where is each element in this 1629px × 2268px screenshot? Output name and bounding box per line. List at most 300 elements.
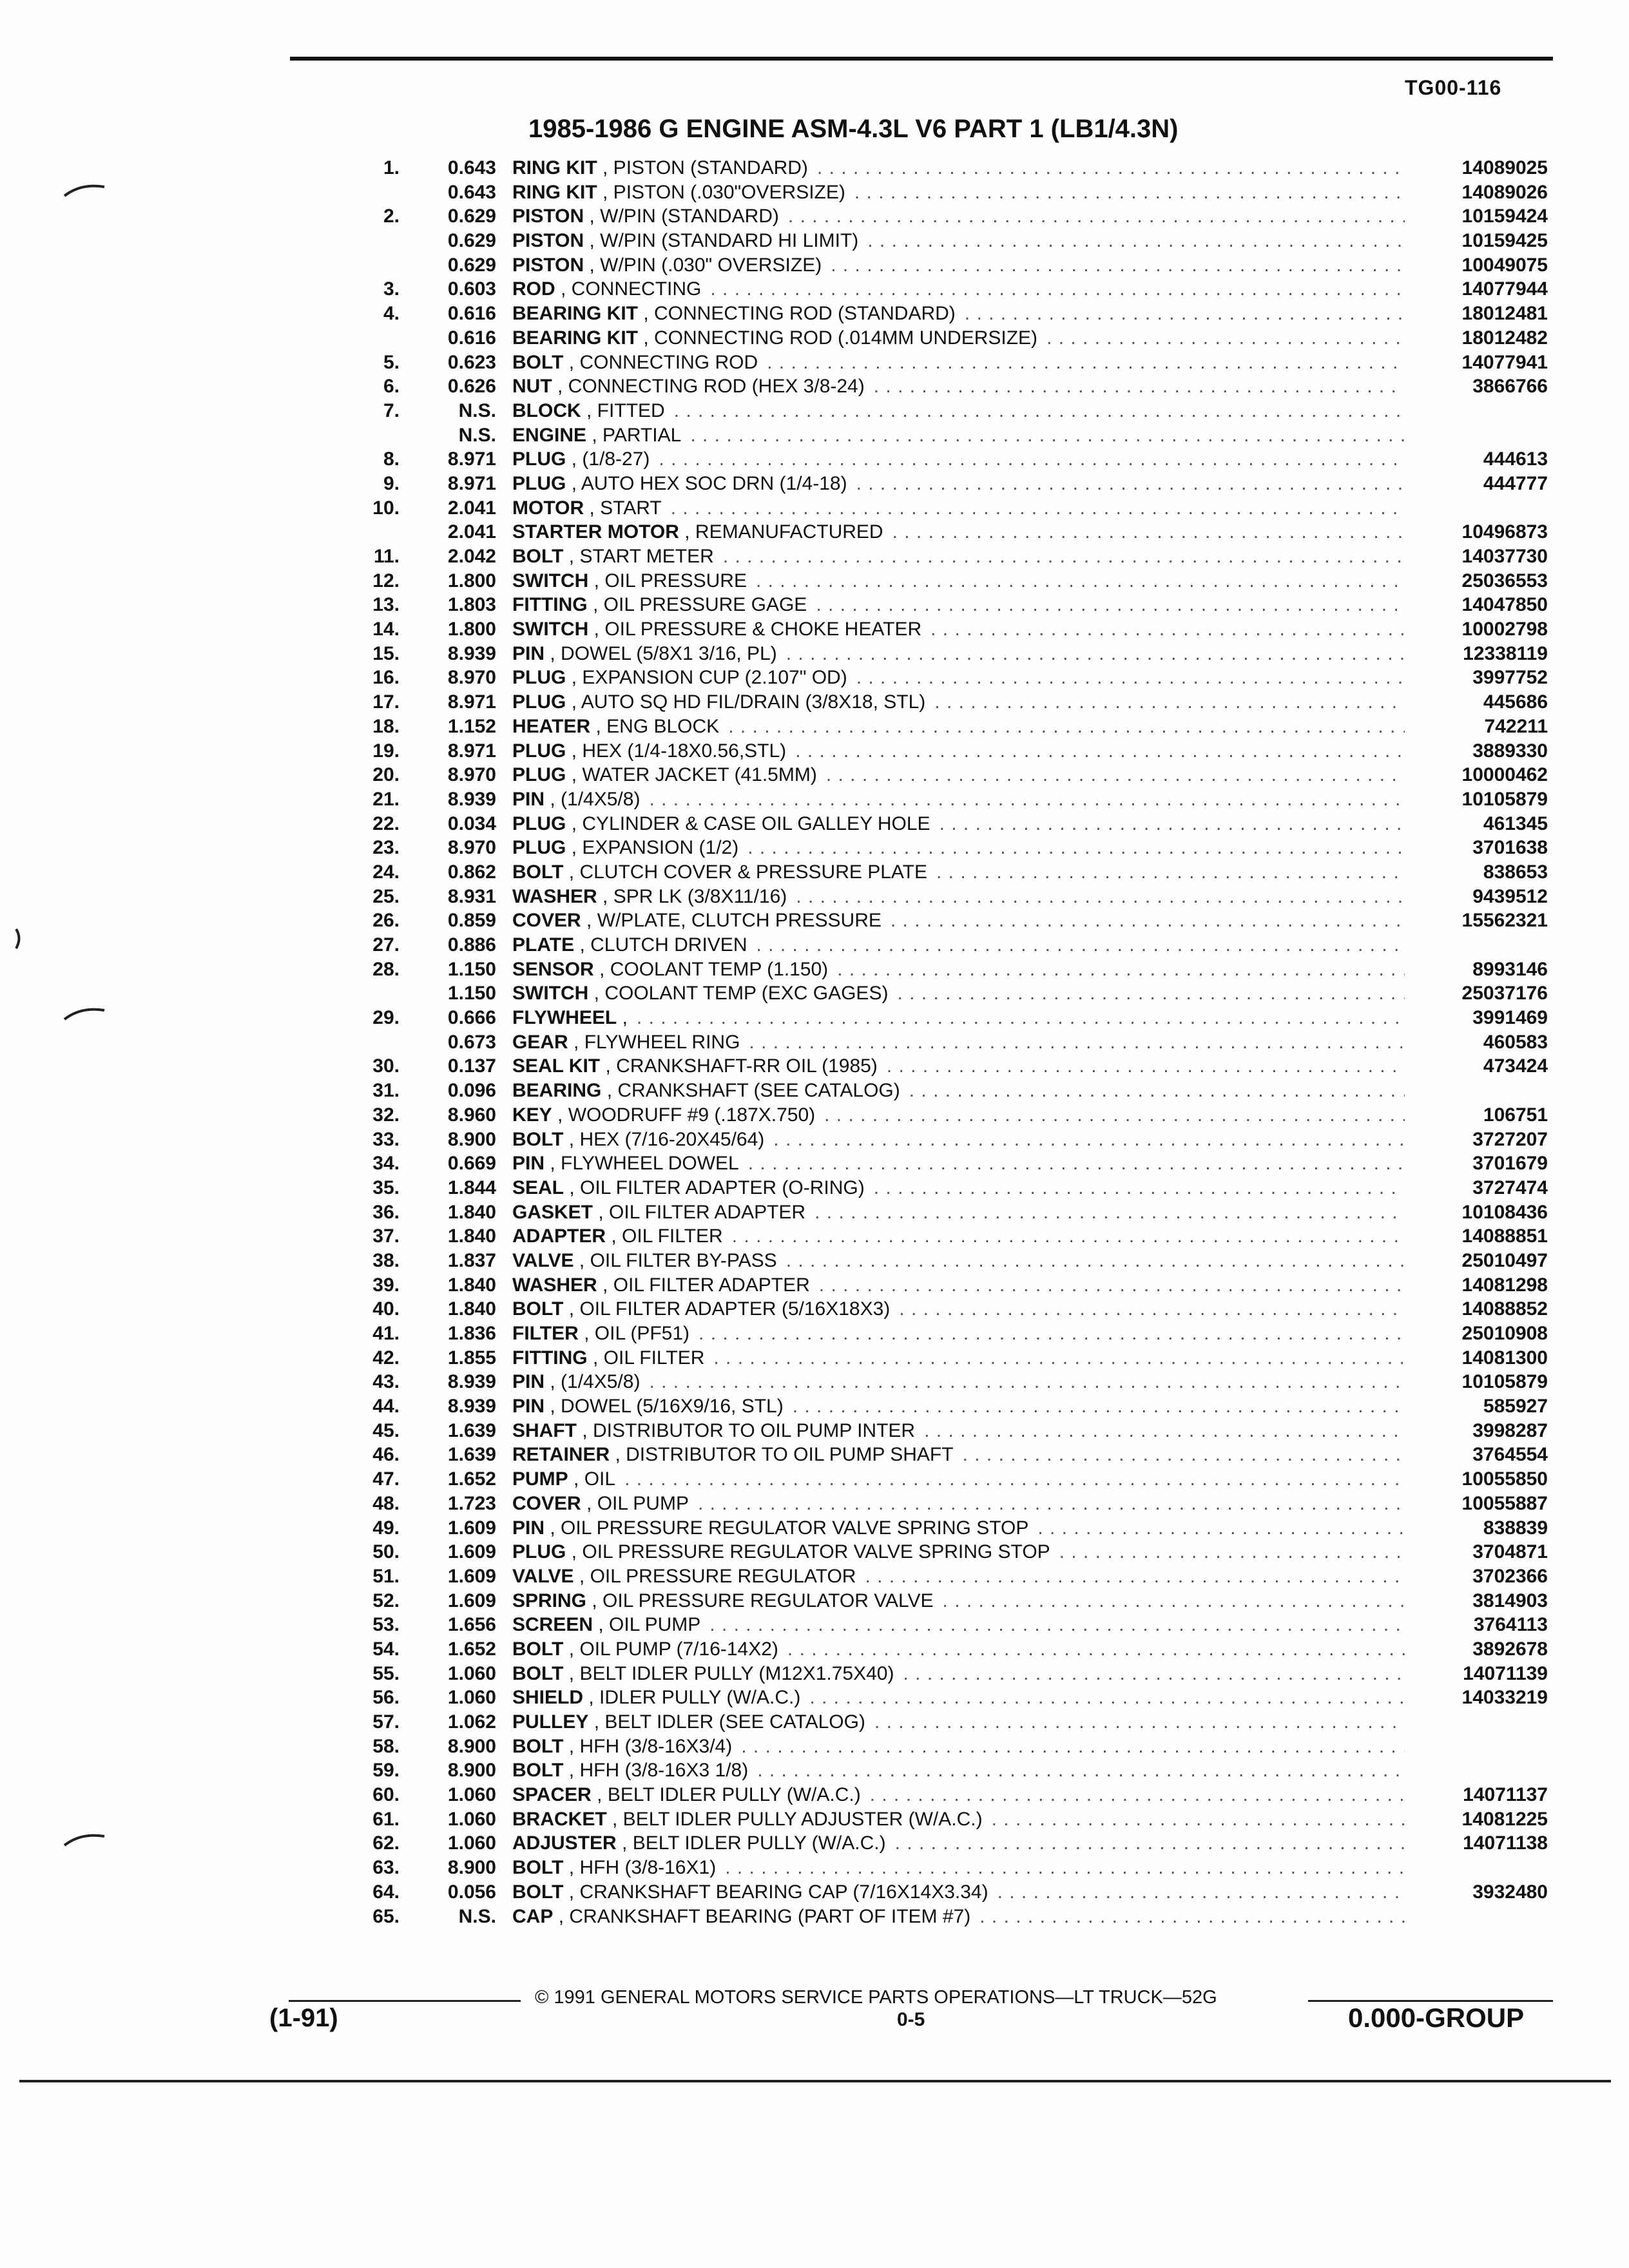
parts-row [0,544,1629,569]
part-description [512,1516,1405,1541]
item-number: 58. [372,1735,400,1757]
part-detail: , FITTED [586,399,665,421]
part-description [512,617,1405,642]
part-description [512,1200,1405,1225]
group-code: 1.652 [447,1468,496,1490]
parts-row [0,1273,1629,1298]
part-number: 3701638 [1472,837,1548,859]
group-code: 8.971 [447,740,496,762]
group-code: 1.609 [447,1541,496,1563]
group-code: 0.137 [447,1055,496,1077]
part-number: 460583 [1483,1031,1548,1053]
part-name: BEARING KIT [512,327,638,349]
group-code: 1.060 [447,1662,496,1684]
part-number: 106751 [1483,1104,1548,1126]
part-name: PIN [512,1396,545,1418]
group-code: 8.971 [447,472,496,494]
part-name: PISTON [512,254,584,276]
item-number: 53. [372,1614,400,1636]
item-number: 7. [383,399,400,421]
group-code: 0.862 [447,861,496,883]
part-name: PISTON [512,206,584,227]
part-name: COVER [512,1492,581,1514]
part-detail: , CRANKSHAFT BEARING CAP (7/16X14X3.34) [568,1881,988,1903]
group-code: 8.900 [447,1128,496,1150]
part-detail: , CONNECTING ROD (STANDARD) [643,303,956,325]
part-name: WASHER [512,885,597,907]
part-detail: , BELT IDLER (SEE CATALOG) [593,1711,865,1733]
part-number: 14088851 [1461,1225,1548,1247]
group-code: 1.844 [447,1177,496,1198]
group-code: 0.616 [447,303,496,325]
part-name: PULLEY [512,1711,589,1733]
part-detail: , OIL PUMP (7/16-14X2) [568,1638,778,1660]
part-detail: , EXPANSION (1/2) [571,837,739,859]
group-code: 1.150 [447,983,496,1004]
part-detail: , CONNECTING ROD (.014MM UNDERSIZE) [643,327,1038,349]
part-description [512,520,1405,544]
part-number: 444777 [1483,472,1548,494]
part-number: 8993146 [1472,958,1548,980]
group-code: 1.150 [447,958,496,980]
parts-row [0,423,1629,448]
item-number: 47. [372,1468,400,1490]
part-description [512,1346,1405,1370]
item-number: 11. [373,546,400,567]
part-description [512,1540,1405,1564]
item-number: 6. [383,376,400,398]
parts-row [0,374,1629,399]
part-number: 14077944 [1461,278,1548,300]
part-number: 9439512 [1472,885,1548,907]
group-code: 8.900 [447,1760,496,1782]
part-detail: , OIL FILTER BY-PASS [579,1249,777,1271]
part-description [512,933,1405,957]
group-code: 0.886 [447,934,496,956]
part-description [512,642,1405,666]
part-description [512,1564,1405,1589]
part-description [512,593,1405,617]
parts-row [0,326,1629,351]
part-name: BEARING KIT [512,303,638,325]
parts-row [0,690,1629,715]
part-name: NUT [512,376,552,398]
group-code: 1.609 [447,1565,496,1587]
part-description [512,1030,1405,1055]
item-number: 18. [372,715,400,737]
item-number: 16. [372,667,400,689]
item-number: 59. [372,1760,400,1782]
part-description [512,1079,1405,1103]
part-number: 444613 [1483,448,1548,470]
part-detail: , CLUTCH COVER & PRESSURE PLATE [568,861,928,883]
part-detail: , OIL FILTER ADAPTER (5/16X18X3) [568,1298,891,1320]
part-number: 838839 [1483,1517,1548,1539]
part-description [512,1637,1405,1662]
part-description [512,277,1405,302]
part-description [512,351,1405,375]
group-code: 8.900 [447,1735,496,1757]
group-code: 8.971 [447,691,496,713]
part-name: BOLT [512,861,564,883]
part-number: 742211 [1484,715,1548,737]
part-name: BOLT [512,1298,564,1320]
parts-row [0,1710,1629,1735]
part-name: SHAFT [512,1419,577,1441]
part-detail: , WATER JACKET (41.5MM) [571,764,817,786]
item-number: 38. [372,1249,400,1271]
part-description [512,374,1405,399]
part-detail: , CRANKSHAFT BEARING (PART OF ITEM #7) [558,1905,971,1927]
group-code: 1.609 [447,1517,496,1539]
item-number: 45. [372,1419,400,1441]
part-name: BOLT [512,1760,564,1782]
item-number: 48. [372,1492,400,1514]
part-detail: , PISTON (.030"OVERSIZE) [602,181,845,203]
part-description [512,229,1405,253]
part-name: BOLT [512,546,564,567]
item-number: 17. [372,691,400,713]
part-name: PIN [512,1371,545,1393]
item-number: 4. [383,303,400,325]
part-name: SENSOR [512,958,594,980]
part-name: WASHER [512,1274,597,1296]
item-number: 62. [372,1832,400,1854]
parts-row [0,1564,1629,1589]
parts-row [0,351,1629,375]
part-number: 3892678 [1472,1638,1548,1660]
parts-row [0,860,1629,885]
parts-row [0,1516,1629,1541]
part-name: ROD [512,278,555,300]
part-description [512,1880,1405,1905]
part-number: 473424 [1483,1055,1548,1077]
parts-row [0,1686,1629,1710]
part-name: PLUG [512,1541,566,1563]
group-code: 2.041 [447,521,496,543]
part-name: PLUG [512,812,566,834]
item-number: 24. [372,861,400,883]
group-code: 2.041 [447,497,496,519]
part-name: SHIELD [512,1687,584,1709]
parts-row [0,642,1629,666]
item-number: 23. [372,837,400,859]
part-detail: , WOODRUFF #9 (.187X.750) [557,1104,816,1126]
part-description [512,156,1405,180]
part-name: BOLT [512,351,564,373]
part-description [512,1807,1405,1832]
parts-row [0,496,1629,521]
part-description [512,812,1405,836]
footer-rule-right [1308,2000,1553,2002]
part-description [512,1151,1405,1176]
part-name: BEARING [512,1080,602,1102]
group-code: 0.643 [447,181,496,203]
part-description [512,1054,1405,1079]
part-detail: , CRANKSHAFT (SEE CATALOG) [606,1080,900,1102]
item-number: 1. [383,157,400,178]
parts-row [0,981,1629,1006]
parts-row [0,593,1629,617]
part-detail: , W/PLATE, CLUTCH PRESSURE [586,910,882,932]
part-name: PIN [512,1153,545,1175]
part-description [512,1224,1405,1249]
group-code: 8.939 [447,788,496,810]
part-number: 3704871 [1472,1541,1548,1563]
part-number: 3701679 [1472,1153,1548,1175]
part-description [512,1297,1405,1321]
part-detail: , HEX (1/4-18X0.56,STL) [571,740,787,762]
group-code: 8.970 [447,667,496,689]
part-detail: , BELT IDLER PULLY (M12X1.75X40) [568,1662,894,1684]
part-detail: , AUTO HEX SOC DRN (1/4-18) [571,472,847,494]
part-name: BOLT [512,1857,564,1879]
part-number: 3991469 [1472,1007,1548,1029]
part-name: FITTING [512,1347,588,1369]
group-code: 1.840 [447,1298,496,1320]
item-number: 13. [372,594,400,616]
part-description [512,787,1405,812]
parts-row [0,1200,1629,1225]
parts-row [0,1249,1629,1273]
item-number: 5. [383,351,400,373]
parts-row [0,1783,1629,1807]
part-number: 14071139 [1463,1662,1548,1684]
part-description [512,690,1405,715]
item-number: 57. [372,1711,400,1733]
part-detail: , CYLINDER & CASE OIL GALLEY HOLE [571,812,930,834]
group-code: 0.603 [447,278,496,300]
part-description [512,204,1405,229]
part-number: 10000462 [1461,764,1548,786]
part-description [512,1273,1405,1298]
parts-row [0,229,1629,253]
item-number: 25. [372,885,400,907]
group-code: 1.652 [447,1638,496,1660]
item-number: 42. [372,1347,400,1369]
group-code: 1.062 [447,1711,496,1733]
part-description [512,472,1405,496]
part-name: PLUG [512,691,566,713]
item-number: 44. [372,1396,400,1418]
group-code: N.S. [458,399,496,421]
copyright-notice: © 1991 GENERAL MOTORS SERVICE PARTS OPERATIONS—LT TRUCK—52G [535,1987,1217,2008]
part-description [512,496,1405,521]
part-number: 14047850 [1461,594,1548,616]
part-name: ADJUSTER [512,1832,617,1854]
part-detail: , EXPANSION CUP (2.107" OD) [571,667,847,689]
part-detail: , DOWEL (5/8X1 3/16, PL) [550,642,777,664]
parts-row [0,253,1629,278]
item-number: 10. [372,497,400,519]
part-name: MOTOR [512,497,584,519]
part-number: 3998287 [1472,1419,1548,1441]
item-number: 8. [383,448,400,470]
part-description [512,1783,1405,1807]
part-name: PLUG [512,740,566,762]
group-code: 2.042 [447,546,496,567]
group-code: N.S. [458,1905,496,1927]
part-name: RETAINER [512,1444,610,1466]
item-number: 65. [372,1905,400,1927]
part-number: 3997752 [1472,667,1548,689]
parts-row [0,204,1629,229]
group-code: 1.639 [447,1419,496,1441]
part-description [512,908,1405,933]
part-description [512,836,1405,860]
part-description [512,1492,1405,1516]
part-detail: , HFH (3/8-16X1) [568,1857,717,1879]
binder-mark-icon [62,1830,107,1849]
part-detail: , [622,1007,628,1029]
parts-row [0,180,1629,205]
part-description [512,1370,1405,1394]
part-number: 14077941 [1461,351,1548,373]
part-name: GASKET [512,1201,593,1223]
parts-row [0,1613,1629,1637]
part-number: 838653 [1483,861,1548,883]
group-code: 0.643 [447,157,496,178]
part-number: 14081298 [1461,1274,1548,1296]
part-number: 18012481 [1461,303,1548,325]
part-detail: , OIL FILTER ADAPTER [602,1274,810,1296]
group-code: 8.939 [447,642,496,664]
part-detail: , COOLANT TEMP (1.150) [599,958,829,980]
part-description [512,1905,1405,1929]
part-number: 25010908 [1461,1323,1548,1344]
part-number: 10105879 [1461,788,1548,810]
group-number: 0.000-GROUP [1348,2003,1525,2033]
part-number: 10002798 [1461,619,1548,640]
group-code: 1.723 [447,1492,496,1514]
parts-row [0,1443,1629,1467]
part-description [512,1176,1405,1200]
part-description [512,1321,1405,1346]
group-code: 8.970 [447,764,496,786]
part-description [512,1249,1405,1273]
parts-row [0,957,1629,982]
part-detail: , W/PIN (STANDARD) [589,206,779,227]
part-detail: , OIL FILTER ADAPTER (O-RING) [569,1177,865,1198]
top-rule [290,57,1553,61]
part-number: 445686 [1483,691,1548,713]
part-number: 3814903 [1472,1590,1548,1611]
part-description [512,326,1405,351]
part-name: BLOCK [512,399,581,421]
binder-mark-icon [62,1004,107,1023]
part-number: 25037176 [1461,983,1548,1004]
parts-row [0,1856,1629,1880]
part-number: 14089025 [1461,157,1548,178]
part-name: FILTER [512,1323,579,1344]
group-code: 8.970 [447,837,496,859]
bottom-rule [19,2080,1611,2082]
group-code: 1.152 [447,715,496,737]
parts-row [0,1006,1629,1030]
part-name: SCREEN [512,1614,593,1636]
part-name: PIN [512,788,545,810]
part-detail: , FLYWHEEL DOWEL [550,1153,739,1175]
part-name: COVER [512,910,581,932]
part-name: PISTON [512,230,584,252]
part-detail: , OIL FILTER [611,1225,723,1247]
part-detail: , OIL PRESSURE REGULATOR VALVE SPRING STOP [550,1517,1029,1539]
parts-row [0,1807,1629,1832]
part-detail: , (1/4X5/8) [550,1371,641,1393]
part-description [512,302,1405,326]
group-code: 1.060 [447,1808,496,1830]
part-description [512,1006,1405,1030]
group-code: N.S. [458,424,496,446]
parts-row [0,1128,1629,1152]
revision-date: (1-91) [269,2004,338,2032]
parts-row [0,277,1629,302]
part-number: 3727474 [1472,1177,1548,1198]
part-detail: , HEX (7/16-20X45/64) [568,1128,765,1150]
group-code: 0.629 [447,206,496,227]
part-description [512,1758,1405,1783]
parts-row [0,472,1629,496]
parts-row [0,1321,1629,1346]
part-detail: , OIL PUMP [586,1492,689,1514]
item-number: 29. [372,1007,400,1029]
part-name: BOLT [512,1735,564,1757]
part-detail: , (1/4X5/8) [550,788,641,810]
parts-row [0,1758,1629,1783]
group-code: 0.666 [447,1007,496,1029]
part-name: ADAPTER [512,1225,606,1247]
item-number: 46. [372,1444,400,1466]
part-description [512,1735,1405,1759]
item-number: 15. [372,642,400,664]
page-title: 1985-1986 G ENGINE ASM-4.3L V6 PART 1 (LB1/4.3N) [528,115,1179,143]
part-detail: , BELT IDLER PULLY (W/A.C.) [622,1832,886,1854]
part-detail: , W/PIN (STANDARD HI LIMIT) [589,230,859,252]
part-name: PLATE [512,934,575,956]
item-number: 3. [383,278,400,300]
part-detail: , CONNECTING [561,278,702,300]
group-code: 1.060 [447,1832,496,1854]
group-code: 0.629 [447,230,496,252]
part-detail: , OIL PRESSURE & CHOKE HEATER [593,619,922,640]
group-code: 1.800 [447,570,496,591]
part-name: VALVE [512,1249,574,1271]
part-name: CAP [512,1905,554,1927]
part-description [512,1831,1405,1856]
part-description [512,1103,1405,1128]
part-name: KEY [512,1104,552,1126]
part-name: SEAL [512,1177,564,1198]
item-number: 55. [372,1662,400,1684]
part-name: PLUG [512,837,566,859]
item-number: 39. [372,1274,400,1296]
part-description [512,739,1405,764]
item-number: 19. [372,740,400,762]
part-detail: , START METER [568,546,714,567]
document-id: TG00-116 [1405,76,1502,99]
part-name: SWITCH [512,570,589,591]
part-detail: , OIL PRESSURE REGULATOR VALVE SPRING STOP [571,1541,1050,1563]
group-code: 0.616 [447,327,496,349]
group-code: 1.609 [447,1590,496,1611]
part-detail: , OIL [574,1468,616,1490]
group-code: 8.939 [447,1371,496,1393]
parts-row [0,1394,1629,1419]
part-description [512,1662,1405,1686]
parts-row [0,1151,1629,1176]
part-name: SWITCH [512,619,589,640]
parts-row [0,1905,1629,1929]
